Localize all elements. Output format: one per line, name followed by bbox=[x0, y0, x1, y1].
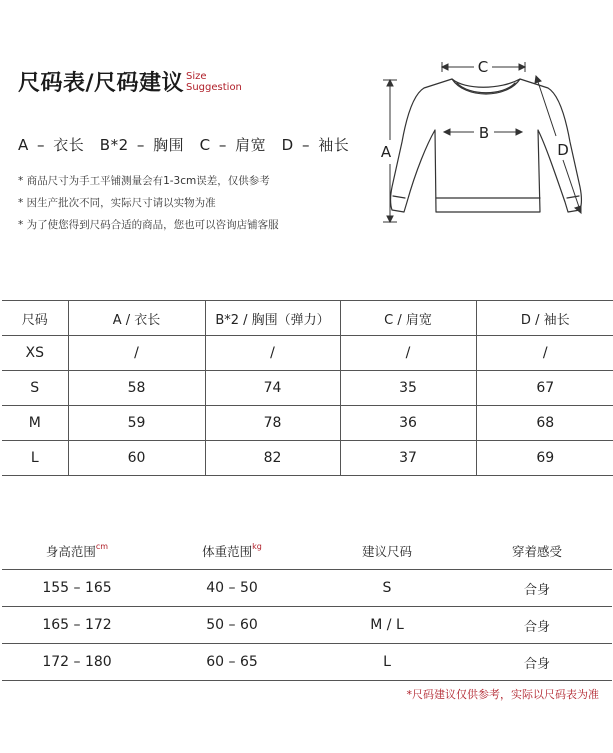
diagram-label-c: C bbox=[477, 58, 489, 76]
rec-col-height-unit: cm bbox=[95, 542, 109, 551]
page-title-en bbox=[186, 71, 242, 93]
rec-col-weight-unit: kg bbox=[252, 542, 262, 551]
diagram-label-a: A bbox=[380, 143, 392, 161]
fit-cell: 合身 bbox=[462, 570, 612, 607]
diagram-label-b: B bbox=[478, 124, 490, 142]
rec-col-size: 建议尺码 bbox=[312, 533, 462, 570]
size-col-shoulder: C / 肩宽 bbox=[340, 301, 476, 336]
height-cell: 155 – 165 bbox=[2, 570, 152, 607]
weight-cell: 40 – 50 bbox=[152, 570, 312, 607]
table-row bbox=[2, 406, 613, 441]
table-row bbox=[2, 644, 612, 681]
rec-col-height-label: 身高范围 bbox=[45, 544, 96, 559]
size-cell: S bbox=[2, 371, 68, 406]
rec-size-cell: L bbox=[312, 644, 462, 681]
length-cell: / bbox=[68, 336, 205, 371]
weight-cell: 50 – 60 bbox=[152, 607, 312, 644]
size-col-chest: B*2 / 胸围（弹力） bbox=[205, 301, 340, 336]
length-cell: 60 bbox=[68, 441, 205, 476]
shoulder-cell: 35 bbox=[340, 371, 476, 406]
size-table-header bbox=[2, 301, 613, 336]
recommend-table-header bbox=[2, 533, 612, 570]
diagram-label-d: D bbox=[557, 141, 569, 159]
table-row bbox=[2, 441, 613, 476]
fit-cell: 合身 bbox=[462, 644, 612, 681]
size-cell: M bbox=[2, 406, 68, 441]
fit-cell: 合身 bbox=[462, 607, 612, 644]
sleeve-cell: 69 bbox=[476, 441, 613, 476]
size-table bbox=[2, 300, 613, 476]
measurement-legend: A – 衣长 B*2 – 胸围 C – 肩宽 D – 袖长 bbox=[18, 136, 350, 154]
chest-cell: / bbox=[205, 336, 340, 371]
table-row bbox=[2, 336, 613, 371]
size-col-size: 尺码 bbox=[2, 301, 68, 336]
chest-cell: 78 bbox=[205, 406, 340, 441]
rec-size-cell: S bbox=[312, 570, 462, 607]
recommend-table bbox=[2, 533, 612, 681]
sleeve-cell: / bbox=[476, 336, 613, 371]
size-col-sleeve: D / 袖长 bbox=[476, 301, 613, 336]
table-row bbox=[2, 607, 612, 644]
rec-col-height bbox=[2, 533, 152, 570]
shoulder-cell: / bbox=[340, 336, 476, 371]
table-row bbox=[2, 570, 612, 607]
shoulder-cell: 36 bbox=[340, 406, 476, 441]
shoulder-cell: 37 bbox=[340, 441, 476, 476]
rec-size-cell: M / L bbox=[312, 607, 462, 644]
size-cell: L bbox=[2, 441, 68, 476]
chest-cell: 82 bbox=[205, 441, 340, 476]
length-cell: 58 bbox=[68, 371, 205, 406]
page-title: 尺码表/尺码建议 bbox=[18, 71, 185, 96]
note-1: * 商品尺寸为手工平铺测量会有1-3cm误差，仅供参考 bbox=[18, 175, 270, 187]
rec-col-weight-label: 体重范围 bbox=[202, 544, 253, 559]
sweater-diagram bbox=[370, 52, 600, 242]
note-2: * 因生产批次不同，实际尺寸请以实物为准 bbox=[18, 197, 216, 209]
weight-cell: 60 – 65 bbox=[152, 644, 312, 681]
height-cell: 172 – 180 bbox=[2, 644, 152, 681]
rec-col-fit: 穿着感受 bbox=[462, 533, 612, 570]
size-col-length: A / 衣长 bbox=[68, 301, 205, 336]
chest-cell: 74 bbox=[205, 371, 340, 406]
length-cell: 59 bbox=[68, 406, 205, 441]
size-cell: XS bbox=[2, 336, 68, 371]
footnote: *尺码建议仅供参考，实际以尺码表为准 bbox=[406, 688, 599, 701]
height-cell: 165 – 172 bbox=[2, 607, 152, 644]
title-en-line1: Size bbox=[186, 71, 207, 82]
table-row bbox=[2, 371, 613, 406]
title-en-line2: Suggestion bbox=[186, 82, 242, 93]
note-3: * 为了使您得到尺码合适的商品，您也可以咨询店铺客服 bbox=[18, 219, 279, 231]
rec-col-weight bbox=[152, 533, 312, 570]
sleeve-cell: 68 bbox=[476, 406, 613, 441]
sleeve-cell: 67 bbox=[476, 371, 613, 406]
